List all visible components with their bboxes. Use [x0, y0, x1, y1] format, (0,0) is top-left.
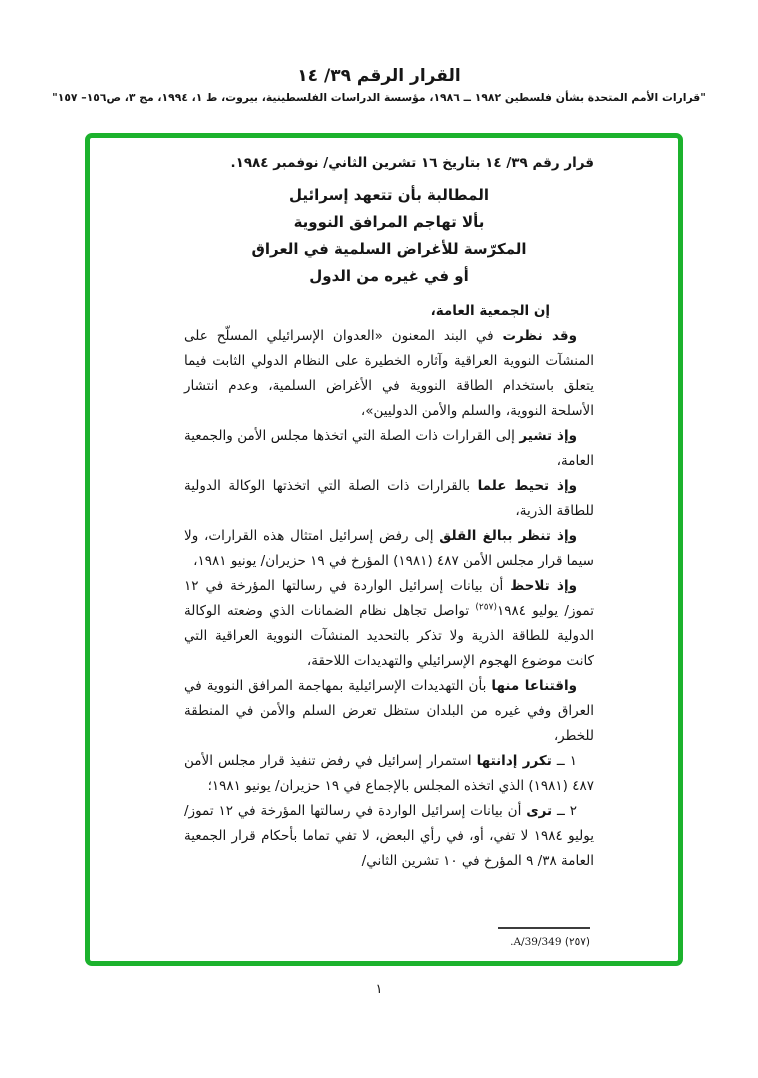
paragraph-lead: وإذ تلاحظ [510, 578, 577, 594]
operative-item-1 [184, 749, 594, 799]
paragraph-text: تواصل تجاهل نظام الضمانات الذي وضعته الوكالة الدولية للطاقة الذرية ولا تذكر بالتحديد المنشآت النووية العراقية التي كانت موضوع الهجوم الإسرائيلي والتهديدات اللاحقة، [184, 603, 594, 669]
item-lead: ترى [526, 803, 553, 819]
footnote-text [370, 935, 590, 950]
footnote [370, 927, 590, 950]
paragraph-text: إلى رفض إسرائيل امتثال هذه القرارات، ولا سيما قرار مجلس الأمن ٤٨٧ (١٩٨١) المؤرخ في ١٩ حزيران/ يونيو ١٩٨١، [184, 528, 594, 569]
preamble-paragraph-5 [184, 574, 594, 674]
footnote-rule [498, 927, 590, 929]
resolution-title-line-1: المطالبة بأن تتعهد إسرائيل [289, 186, 489, 204]
preamble-paragraph-4 [184, 524, 594, 574]
resolution-title-line-3: المكرّسة للأغراض السلمية في العراق [251, 240, 527, 258]
paragraph-lead: وإذ تحيط علما [477, 478, 577, 494]
paragraph-text: إلى القرارات ذات الصلة التي اتخذها مجلس الأمن والجمعية العامة، [184, 428, 594, 469]
operative-item-2 [184, 799, 594, 874]
item-text: استمرار إسرائيل في رفض تنفيذ قرار مجلس الأمن ٤٨٧ (١٩٨١) الذي اتخذه المجلس بالإجماع في ١٩ حزيران/ يونيو ١٩٨١؛ [184, 753, 594, 794]
page-number: ١ [375, 982, 383, 997]
source-citation: "قرارات الأمم المتحدة بشأن فلسطين ١٩٨٢ ــ ١٩٨٦، مؤسسة الدراسات الفلسطينية، بيروت، ط ١، ١٩٩٤، مج ٣، ص١٥٦– ١٥٧" [52, 91, 706, 104]
preamble-opening: إن الجمعية العامة، [430, 303, 550, 319]
document-frame [85, 133, 683, 966]
footnote-document-symbol: A/39/349. [510, 936, 562, 948]
document-body [90, 138, 678, 961]
resolution-title [184, 182, 594, 290]
footnote-reference: (٢٥٧) [475, 602, 497, 613]
resolution-title-line-2: بألا تهاجم المرافق النووية [293, 213, 485, 231]
paragraph-lead: وقد نظرت [502, 328, 577, 344]
item-lead: تكرر إدانتها [476, 753, 552, 769]
paragraph-lead: وإذ تشير [519, 428, 577, 444]
paragraph-text: بأن التهديدات الإسرائيلية بمهاجمة المرافق النووية في العراق وفي غيره من البلدان ستظل تعرض السلم والأمن في المنطقة للخطر، [184, 678, 594, 744]
item-number: ٢ ــ [552, 803, 577, 819]
paragraph-text: أن بيانات إسرائيل الواردة في رسالتها المؤرخة في ١٢ تموز/ يوليو ١٩٨٤ [184, 578, 594, 619]
paragraph-lead: واقتناعا منها [491, 678, 577, 694]
preamble-paragraph-1 [184, 324, 594, 424]
paragraph-text: بالقرارات ذات الصلة التي اتخذتها الوكالة الدولية للطاقة الذرية، [184, 478, 594, 519]
footnote-marker: (٢٥٧) [564, 936, 590, 948]
resolution-number-line: قرار رقم ٣٩/ ١٤ بتاريخ ١٦ تشرين الثاني/ نوفمبر ١٩٨٤. [230, 155, 594, 171]
item-text: أن بيانات إسرائيل الواردة في رسالتها المؤرخة في ١٢ تموز/ يوليو ١٩٨٤ لا تفي، أو، في رأي البعض، لا تفي تماما بأحكام قرار الجمعية العامة ٣٨/ ٩ المؤرخ في ١٠ تشرين الثاني/ [184, 803, 594, 869]
paragraph-text: في البند المعنون «العدوان الإسرائيلي المسلّح على المنشآت النووية العراقية وآثاره الخطيرة على النظام الدولي الثابت فيما يتعلق باستخدام الطاقة النووية في الأغراض السلمية، وعدم انتشار الأسلحة النووية، والسلم والأمن الدوليين»، [184, 328, 594, 419]
paragraph-lead: وإذ تنظر ببالغ القلق [439, 528, 577, 544]
preamble-paragraph-3 [184, 474, 594, 524]
resolution-title-line-4: أو في غيره من الدول [309, 267, 469, 285]
preamble-paragraph-2 [184, 424, 594, 474]
item-number: ١ ــ [551, 753, 577, 769]
preamble-paragraph-6 [184, 674, 594, 749]
page-title: القرار الرقم ٣٩/ ١٤ [297, 66, 461, 86]
